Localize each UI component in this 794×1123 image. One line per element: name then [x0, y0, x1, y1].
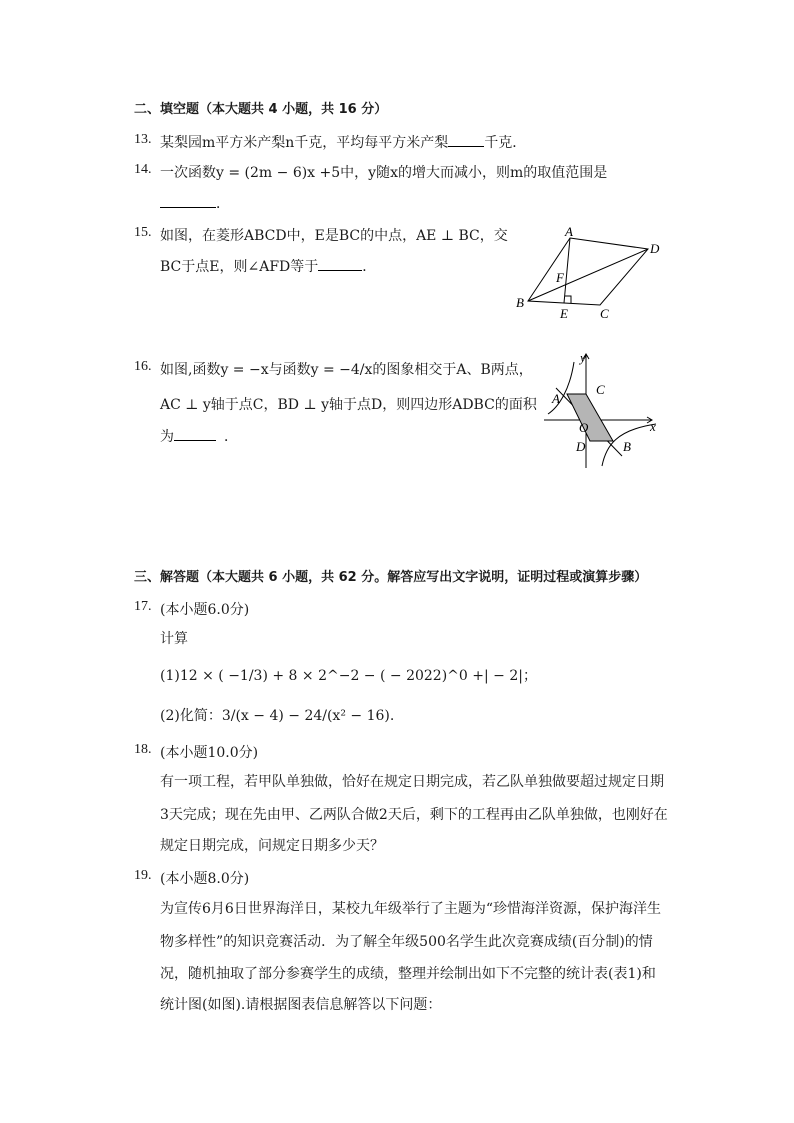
q19-line-1: 为宣传6月6日世界海洋日，某校九年级举行了主题为“珍惜海洋资源，保护海洋生: [160, 901, 661, 917]
q17-prompt: 计算: [160, 631, 188, 647]
q15-line-1: 如图，在菱形ABCD中，E是BC的中点，AE ⊥ BC，交: [160, 228, 508, 244]
label-a: A: [565, 224, 573, 239]
label-y-axis: y: [580, 350, 586, 365]
q17-score: (本小题6.0分): [160, 602, 250, 618]
q15-rhombus-figure: [510, 222, 670, 322]
q18-line-2: 3天完成；现在先由甲、乙两队合做2天后，剩下的工程再由乙队单独做，也刚好在: [160, 807, 668, 823]
label-c-point: C: [596, 382, 605, 397]
q19-line-4: 统计图(如图).请根据图表信息解答以下问题：: [160, 997, 442, 1013]
q14-number: 14.: [134, 162, 152, 177]
label-a-point: A: [552, 391, 560, 406]
label-d-point: D: [576, 439, 586, 454]
q16-answer-blank[interactable]: [174, 428, 216, 441]
q19-line-3: 况，随机抽取了部分参赛学生的成绩，整理并绘制出如下不完整的统计表(表1)和: [160, 966, 656, 982]
label-b-point: B: [623, 439, 631, 454]
q13-answer-blank[interactable]: [448, 134, 484, 147]
q15-suffix: ．: [362, 259, 377, 275]
q16-stem-3: 为: [160, 429, 174, 445]
right-angle-mark: [565, 296, 571, 303]
q14-answer-line: [160, 193, 230, 213]
q14-answer-blank[interactable]: [160, 195, 216, 208]
label-e: E: [560, 306, 568, 321]
label-o-origin: O: [579, 420, 589, 435]
q15-stem-2: BC于点E，则∠AFD等于: [160, 259, 319, 275]
q15-number: 15.: [134, 225, 152, 240]
label-c: C: [600, 306, 609, 321]
q13-text: [160, 132, 526, 152]
q16-line-3: [160, 426, 238, 446]
q16-number: 16.: [134, 359, 152, 374]
segment-ae: [564, 238, 570, 303]
label-d: D: [650, 241, 660, 256]
q19-line-2: 物多样性”的知识竞赛活动．为了解全年级500名学生此次竞赛成绩(百分制)的情: [160, 934, 653, 950]
q15-line-2: [160, 256, 376, 276]
q18-score: (本小题10.0分): [160, 745, 259, 761]
label-b: B: [516, 295, 524, 310]
q18-line-1: 有一项工程，若甲队单独做，恰好在规定日期完成，若乙队单独做要超过规定日期: [160, 774, 664, 790]
q13-stem: 某梨园m平方米产梨n千克，平均每平方米产梨: [160, 135, 449, 151]
section-title-answer-questions: 三、解答题（本大题共 6 小题，共 62 分。解答应写出文字说明，证明过程或演算步骤）: [134, 570, 648, 585]
q18-line-3: 规定日期完成，问规定日期多少天？: [160, 838, 384, 854]
diagonal-bd: [528, 249, 648, 301]
q16-line-2: AC ⊥ y轴于点C，BD ⊥ y轴于点D，则四边形ADBC的面积: [160, 397, 537, 413]
label-x-axis: x: [650, 419, 656, 434]
q15-answer-blank[interactable]: [318, 258, 362, 271]
q16-graph-figure: [540, 348, 670, 474]
q19-number: 19.: [134, 868, 152, 883]
q18-number: 18.: [134, 742, 152, 757]
q13-number: 13.: [134, 132, 152, 147]
q13-suffix: 千克．: [484, 135, 527, 151]
label-f: F: [556, 270, 564, 285]
q14-text: 一次函数y = (2m − 6)x +5中，y随x的增大而减小，则m的取值范围是: [160, 165, 608, 181]
section-title-fill-blank: 二、填空题（本大题共 4 小题，共 16 分）: [134, 102, 388, 117]
hyperbola-branch-upper-left: [548, 362, 574, 414]
rhombus-abcd: [528, 238, 648, 305]
q16-suffix: ．: [224, 429, 238, 445]
quadrilateral-adbc: [567, 394, 613, 441]
q17-part-2: (2)化简：3/(x − 4) − 24/(x² − 16).: [160, 708, 395, 724]
q17-part-1: (1)12 × ( −1/3) + 8 × 2^−2 − ( − 2022)^0 +| − 2|；: [160, 668, 537, 684]
q19-score: (本小题8.0分): [160, 871, 250, 887]
q17-number: 17.: [134, 599, 152, 614]
q14-suffix: ．: [216, 196, 230, 212]
q16-line-1: 如图,函数y = −x与函数y = −4/x的图象相交于A、B两点，: [160, 362, 533, 378]
